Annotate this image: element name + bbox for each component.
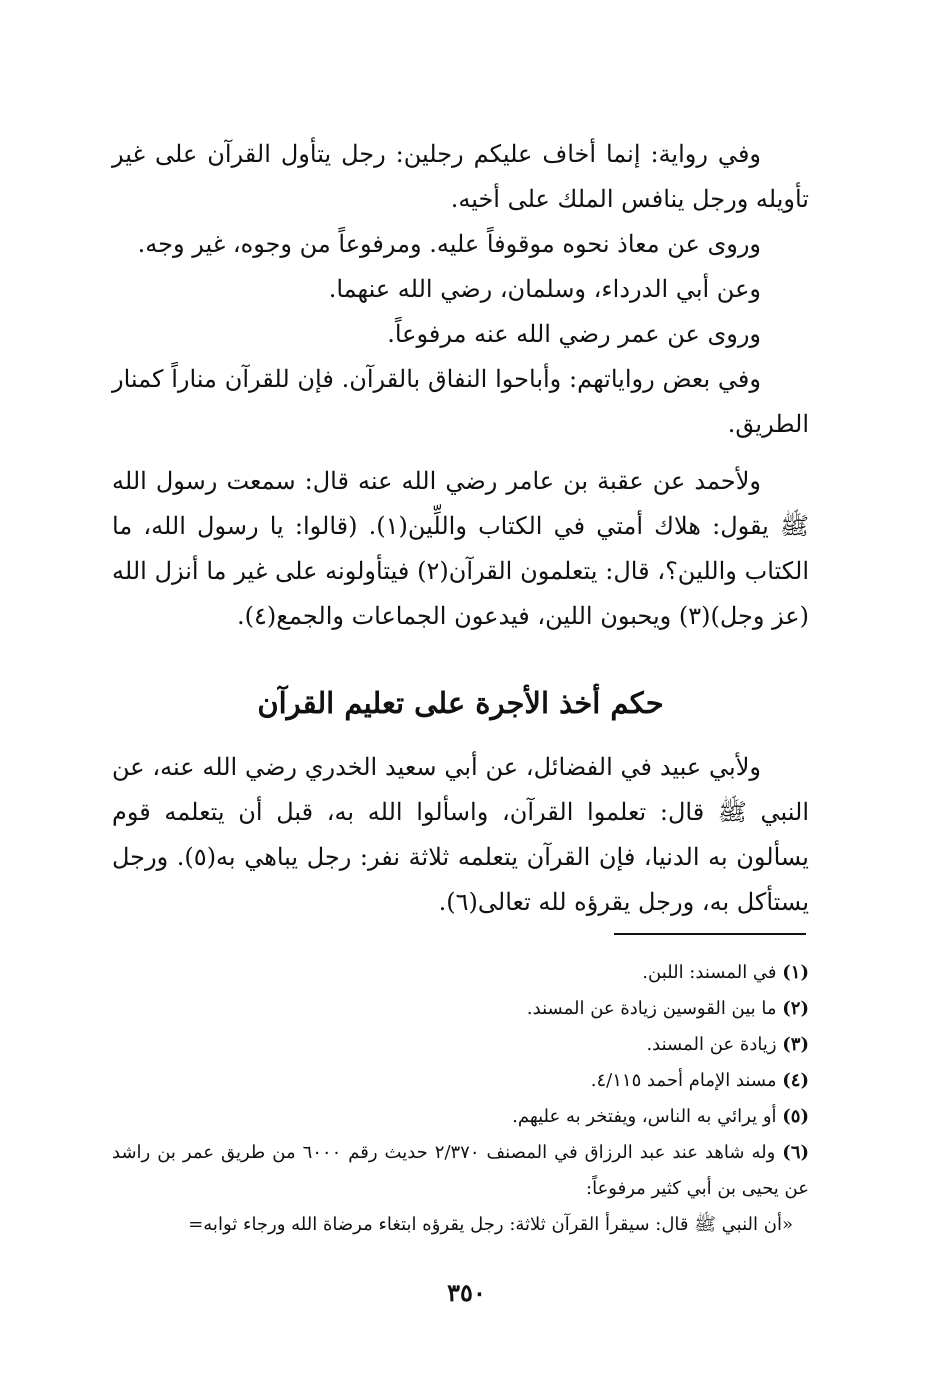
footnotes: [112, 955, 809, 1243]
footnote-text: مسند الإمام أحمد ٤/١١٥.: [590, 1070, 777, 1091]
footnote-separator: [614, 933, 806, 935]
footnote-continuation: «أن النبي ﷺ قال: سيقرأ القرآن ثلاثة: رجل يقرؤه ابتغاء مرضاة الله ورجاء ثوابه=: [188, 1214, 793, 1235]
paragraph-7: ولأبي عبيد في الفضائل، عن أبي سعيد الخدري رضي الله عنه، عن النبي ﷺ قال: تعلموا القرآن، واسألوا الله به، قبل أن يتعلمه قوم يسألون به الدنيا، فإن القرآن يتعلمه ثلاثة نفر: رجل يباهي به(٥). ورجل يستأكل به، ورجل يقرؤه لله تعالى(٦).: [112, 753, 809, 916]
footnote-text: زيادة عن المسند.: [646, 1034, 777, 1055]
footnote-3: [112, 1027, 809, 1063]
footnote-text: ما بين القوسين زيادة عن المسند.: [526, 998, 777, 1019]
footnote-1: [112, 955, 809, 991]
footnote-text: وله شاهد عند عبد الرزاق في المصنف ٢/٣٧٠ حديث رقم ٦٠٠٠ من طريق عمر بن راشد عن يحيى بن أبي كثير مرفوعاً:: [112, 1142, 809, 1199]
paragraph-4: وروى عن عمر رضي الله عنه مرفوعاً.: [387, 320, 761, 348]
main-text: [112, 132, 809, 925]
paragraph-6: ولأحمد عن عقبة بن عامر رضي الله عنه قال: سمعت رسول الله ﷺ يقول: هلاك أمتي في الكتاب واللِّين(١). (قالوا: يا رسول الله، ما الكتاب واللين؟، قال: يتعلمون القرآن(٢) فيتأولونه على غير ما أنزل الله (عز وجل)(٣) ويحبون اللين، فيدعون الجماعات والجمع(٤).: [112, 467, 809, 630]
footnote-number: (٣): [782, 1034, 809, 1055]
footnote-number: (٦): [782, 1142, 810, 1163]
page-number: ٣٥٠: [447, 1278, 486, 1307]
footnote-2: [112, 991, 809, 1027]
footnote-number: (١): [782, 962, 809, 983]
footnote-text: أو يرائي به الناس، ويفتخر به عليهم.: [512, 1106, 777, 1127]
section-heading: حكم أخذ الأجرة على تعليم القرآن: [257, 686, 664, 720]
paragraph-2: وروى عن معاذ نحوه موقوفاً عليه. ومرفوعاً من وجوه، غير وجه.: [137, 230, 761, 258]
footnote-number: (٢): [782, 998, 809, 1019]
paragraph-3: وعن أبي الدرداء، وسلمان، رضي الله عنهما.: [328, 275, 761, 303]
footnote-4: [112, 1063, 809, 1099]
paragraph-1: وفي رواية: إنما أخاف عليكم رجلين: رجل يتأول القرآن على غير تأويله ورجل ينافس الملك على أخيه.: [112, 140, 809, 213]
paragraph-5: وفي بعض رواياتهم: وأباحوا النفاق بالقرآن. فإن للقرآن مناراً كمنار الطريق.: [112, 365, 809, 438]
footnote-number: (٤): [782, 1070, 809, 1091]
footnote-6: [112, 1135, 809, 1207]
footnote-number: (٥): [782, 1106, 809, 1127]
footnote-text: في المسند: اللبن.: [642, 962, 777, 983]
footnote-5: [112, 1099, 809, 1135]
